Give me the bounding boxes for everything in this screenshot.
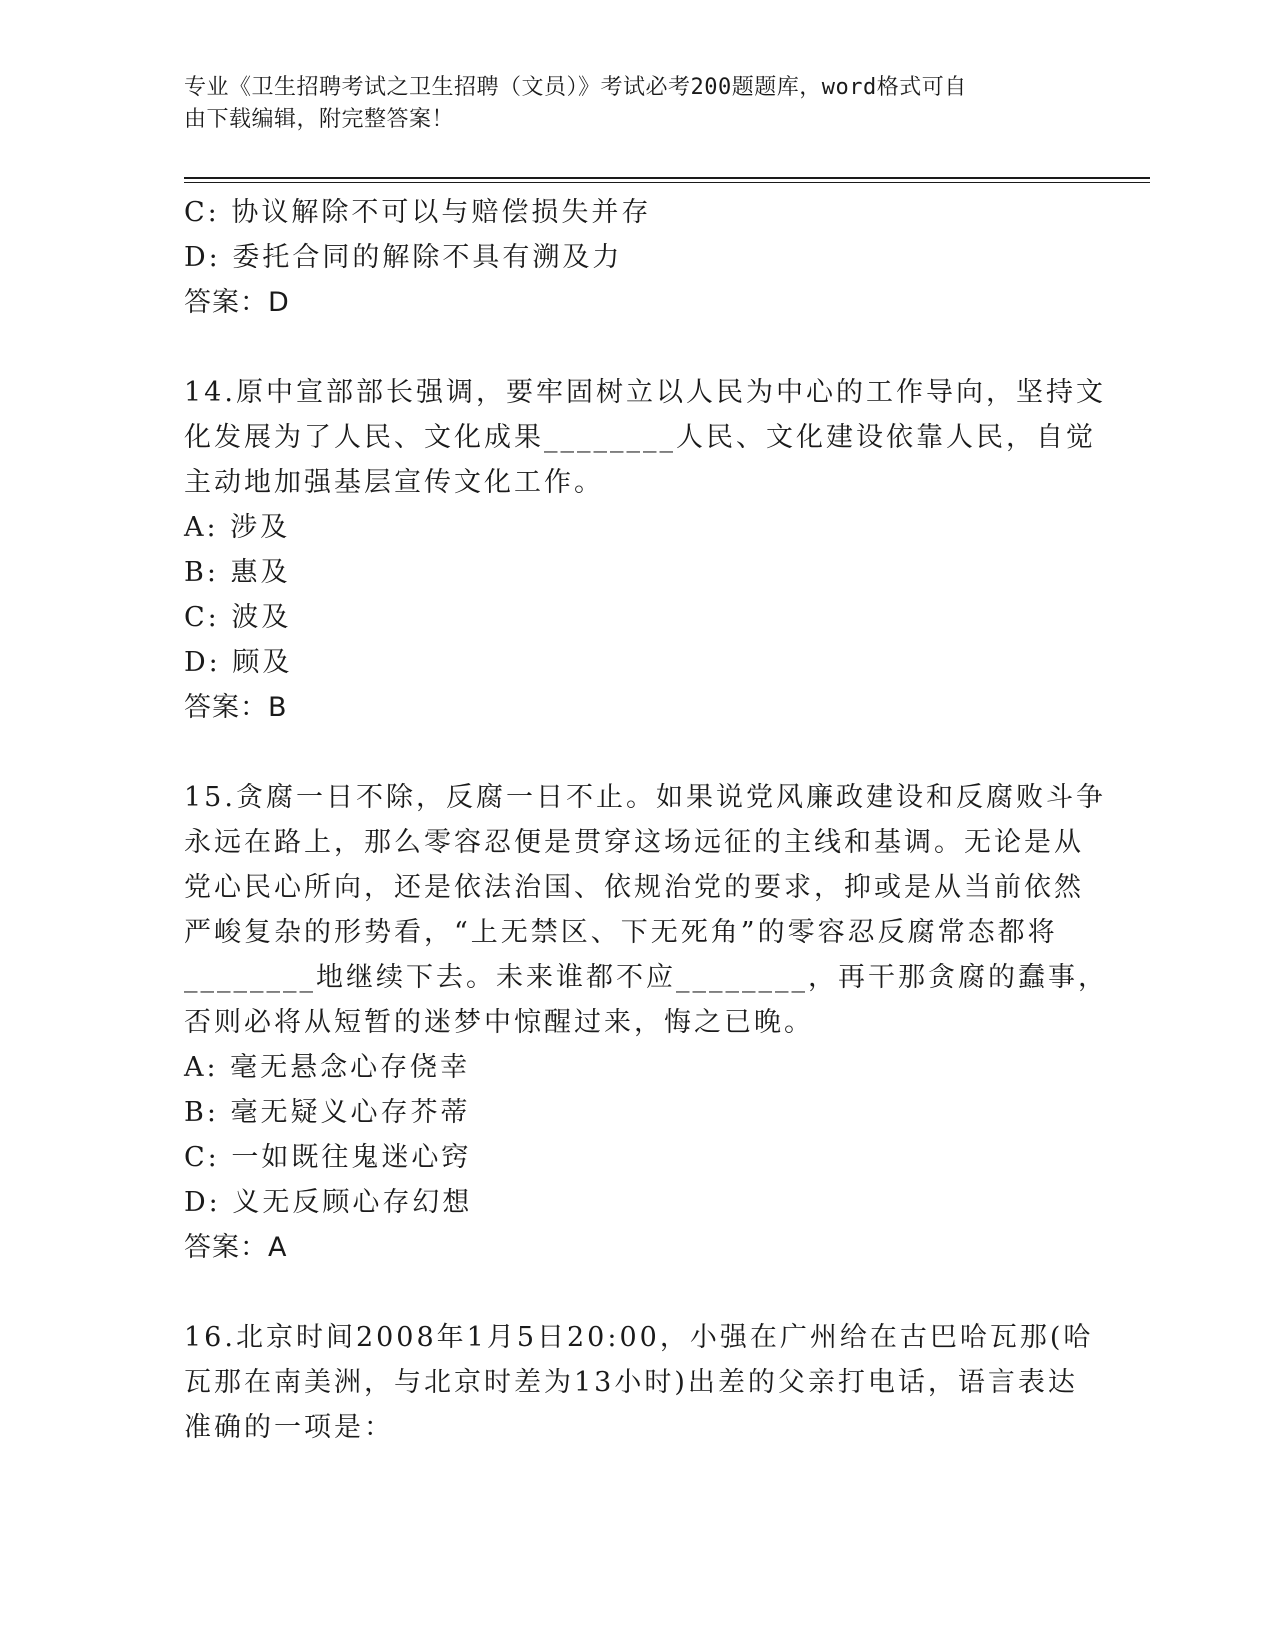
q15-stem-line-1: 15.贪腐一日不除，反腐一日不止。如果说党风廉政建设和反腐败斗争 [184,782,1106,813]
page-header [184,72,1064,136]
q15-option-a: A: 毫无悬念心存侥幸 [184,1052,471,1083]
q16-stem-line-3: 准确的一项是： [184,1412,394,1443]
q15-stem-line-2: 永远在路上，那么零容忍便是贯穿这场远征的主线和基调。无论是从 [184,827,1084,858]
header-rule-thin [184,182,1150,183]
q14-stem-line-1: 14.原中宣部部长强调，要牢固树立以人民为中心的工作导向，坚持文 [184,377,1106,408]
header-line-1: 专业《卫生招聘考试之卫生招聘（文员）》考试必考200题题库，word格式可自 [184,75,967,100]
q16-stem-line-2: 瓦那在南美洲，与北京时差为13小时)出差的父亲打电话，语言表达 [184,1367,1078,1398]
spacer [184,730,1084,775]
q14-answer: 答案：B [184,692,288,723]
q15-stem-line-3: 党心民心所向，还是依法治国、依规治党的要求，抑或是从当前依然 [184,872,1084,903]
q14-option-d: D: 顾及 [184,647,293,678]
q14-stem-line-3: 主动地加强基层宣传文化工作。 [184,467,604,498]
q15-option-d: D: 义无反顾心存幻想 [184,1187,473,1218]
q14-stem-line-2: 化发展为了人民、文化成果________人民、文化建设依靠人民，自觉 [184,422,1096,453]
q15-answer: 答案：A [184,1232,288,1263]
q14-option-a: A: 涉及 [184,512,291,543]
q15-stem-line-6: 否则必将从短暂的迷梦中惊醒过来，悔之已晚。 [184,1007,814,1038]
q15-option-c: C: 一如既往鬼迷心窍 [184,1142,472,1173]
q14-option-c: C: 波及 [184,602,292,633]
question-content [184,190,1108,1450]
header-rule-thick [184,177,1150,179]
spacer [184,325,1084,370]
q16-stem-line-1: 16.北京时间2008年1月5日20:00，小强在广州给在古巴哈瓦那(哈 [184,1322,1094,1353]
q14-option-b: B: 惠及 [184,557,291,588]
header-line-2: 由下载编辑，附完整答案！ [184,107,455,132]
q13-option-c: C: 协议解除不可以与赔偿损失并存 [184,197,652,228]
q15-stem-line-4: 严峻复杂的形势看，“上无禁区、下无死角”的零容忍反腐常态都将 [184,917,1058,948]
q13-answer: 答案：D [184,287,290,318]
spacer [184,1270,1084,1315]
q15-stem-line-5: ________地继续下去。未来谁都不应________，再干那贪腐的蠢事， [184,962,1108,993]
q13-option-d: D: 委托合同的解除不具有溯及力 [184,242,623,273]
q15-option-b: B: 毫无疑义心存芥蒂 [184,1097,471,1128]
